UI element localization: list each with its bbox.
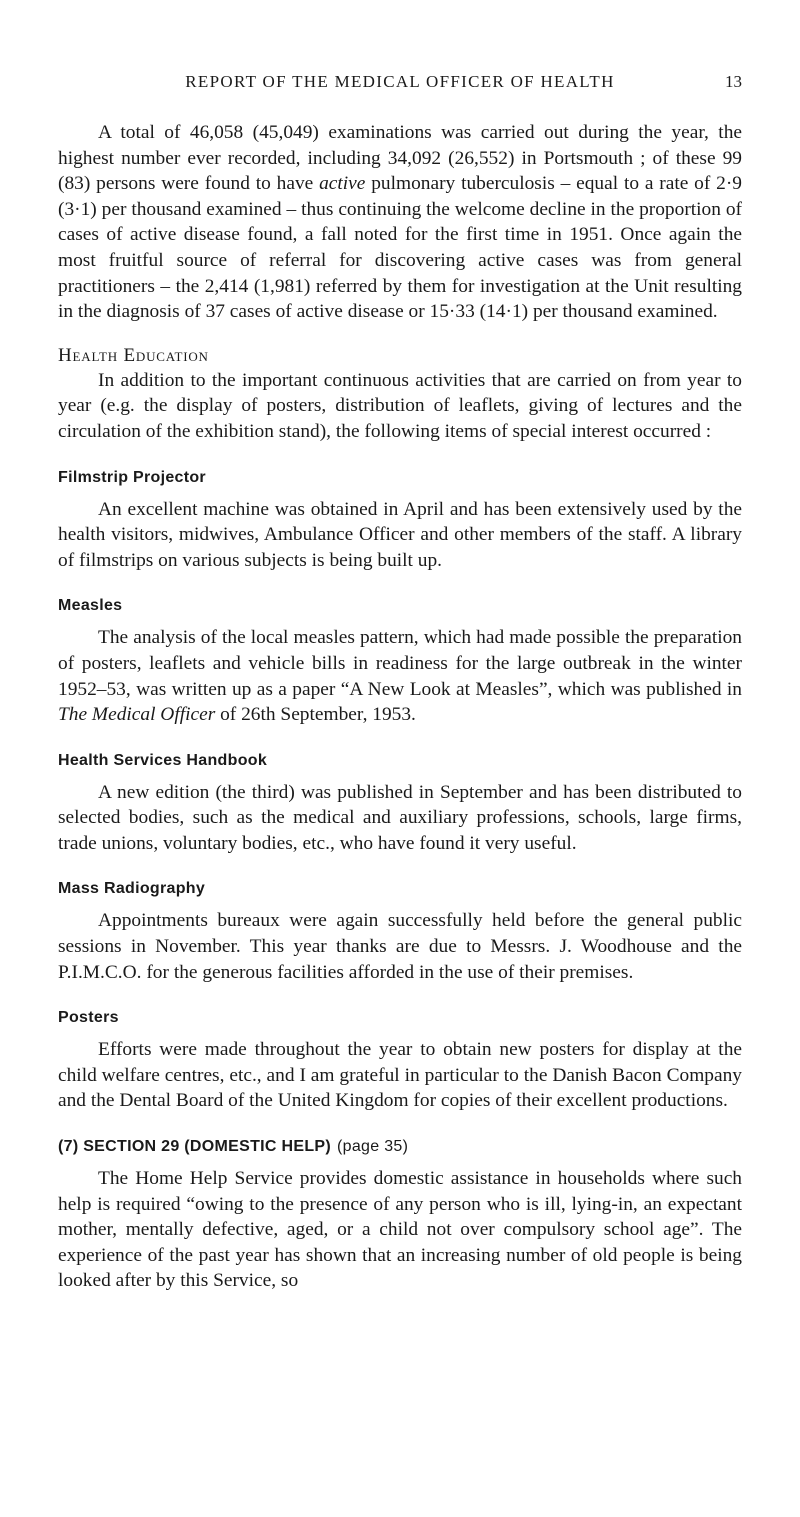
health-education-paragraph: In addition to the important continuous activities that are carried on from year to year (e.g. the display of posters, distribution of leaflets, giving of lectures and the circulation of the exhibition stand), the following items of special interest occurred :	[58, 369, 742, 442]
posters-heading: Posters	[58, 1009, 119, 1027]
running-title: REPORT OF THE MEDICAL OFFICER OF HEALTH	[185, 72, 615, 91]
page-number: 13	[725, 72, 742, 91]
measles-journal-title: The Medical Officer	[58, 704, 216, 726]
section-29-paragraph: The Home Help Service provides domestic assistance in households where such help is required “owing to the presence of any person who is ill, lying-in, an expectant mother, mentally defective, aged, or a child not over compulsory school age”. The experience of the past year has shown that an increasing number of old people is being looked after by this Service, so	[58, 1168, 742, 1292]
health-education-heading: Health Education	[58, 344, 209, 366]
intro-text-end: pulmonary tuberculosis – equal to a rate of 2·9 (3·1) per thousand examined – thus continuing the welcome decline in the proportion of cases of active disease found, a fall noted for the first time in 1951. Once again the most fruitful source of referral for discovering active cases was from general practitioners – the 2,414 (1,981) referred by them for investigation at the Unit resulting in the diagnosis of 37 cases of active disease or 15·33 (14·1) per thousand examined.	[58, 173, 742, 323]
radiography-paragraph: Appointments bureaux were again successfully held before the general public sessions in November. This year thanks are due to Messrs. J. Woodhouse and the P.I.M.C.O. for the generous facilities afforded in the use of their premises.	[58, 910, 742, 983]
measles-text-start: The analysis of the local measles pattern, which had made possible the preparation of posters, leaflets and vehicle bills in readiness for the large outbreak in the winter 1952–53, was written up as a paper “A New Look at Measles”, which was published in	[58, 627, 742, 700]
intro-text-start: A total of 46,058 (45,049) examinations was carried out during the year, the highest number ever recorded, including 34,092 (26,552) in Portsmouth ; of these 99 (83) persons were found to have	[58, 122, 742, 195]
document-page	[0, 72, 800, 1517]
handbook-paragraph: A new edition (the third) was published in September and has been distributed to selected bodies, such as the medical and auxiliary professions, schools, large firms, trade unions, voluntary bodies, etc., who have found it very useful.	[58, 781, 742, 854]
intro-emphasis: active	[319, 173, 366, 195]
measles-paragraph	[58, 625, 742, 727]
section-29-heading	[58, 1138, 742, 1156]
filmstrip-paragraph: An excellent machine was obtained in April and has been extensively used by the health visitors, midwives, Ambulance Officer and other members of the staff. A library of filmstrips on various subjects is being built up.	[58, 498, 742, 571]
radiography-heading: Mass Radiography	[58, 880, 206, 898]
running-header	[58, 72, 742, 112]
handbook-heading: Health Services Handbook	[58, 751, 268, 769]
section-29-page-ref: (page 35)	[337, 1138, 409, 1156]
measles-text-end: of 26th September, 1953.	[215, 704, 416, 726]
section-29-title: (7) SECTION 29 (DOMESTIC HELP)	[58, 1138, 332, 1156]
posters-paragraph: Efforts were made throughout the year to obtain new posters for display at the child welfare centres, etc., and I am grateful in particular to the Danish Bacon Company and the Dental Board of the United Kingdom for copies of their excellent productions.	[58, 1039, 742, 1112]
intro-paragraph	[58, 120, 742, 325]
filmstrip-heading: Filmstrip Projector	[58, 468, 206, 486]
measles-heading: Measles	[58, 597, 123, 615]
